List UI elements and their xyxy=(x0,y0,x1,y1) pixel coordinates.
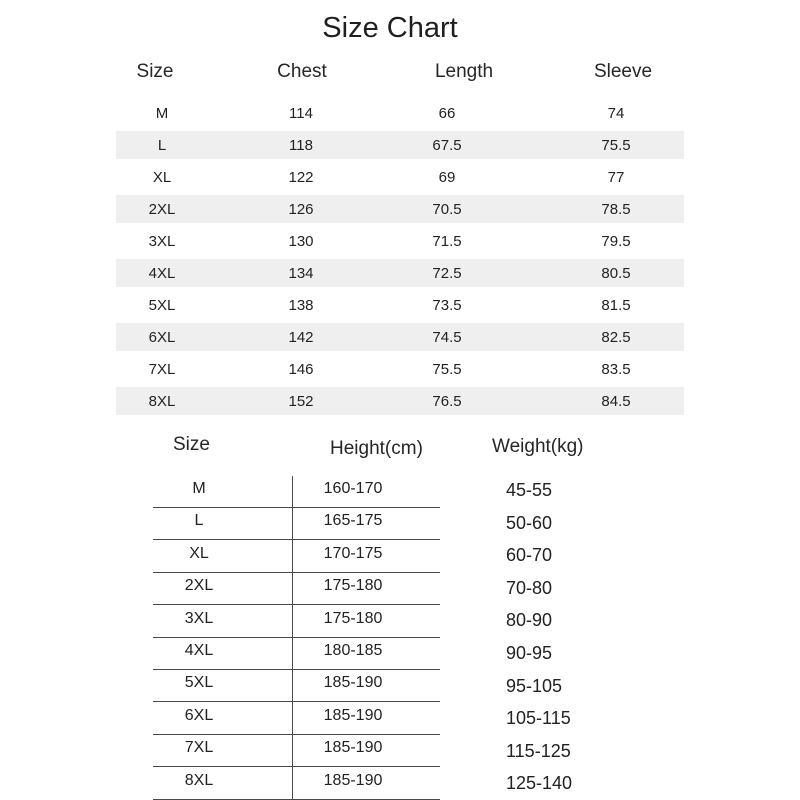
fit-cell-height: 175-180 xyxy=(323,577,383,595)
cell-sleeve: 75.5 xyxy=(601,137,631,154)
fit-cell-height: 180-185 xyxy=(323,642,383,659)
header-chest: Chest xyxy=(277,61,327,82)
measurement-row xyxy=(116,387,684,415)
fit-cell-size: 2XL xyxy=(184,577,214,595)
size-chart-title: Size Chart xyxy=(322,12,458,44)
measurement-row xyxy=(116,323,684,351)
measurement-row xyxy=(116,163,684,191)
cell-chest: 146 xyxy=(288,361,314,378)
fit-row xyxy=(153,638,440,670)
cell-chest: 134 xyxy=(288,265,314,282)
fit-cell-weight: 125-140 xyxy=(506,773,573,794)
fit-cell-size: 6XL xyxy=(184,706,214,724)
fit-cell-size: 4XL xyxy=(184,642,214,659)
cell-sleeve: 77 xyxy=(607,169,625,186)
cell-size: 5XL xyxy=(148,297,176,314)
fit-cell-weight: 70-80 xyxy=(506,577,553,598)
cell-chest: 114 xyxy=(289,105,313,122)
fit-cell-weight: 45-55 xyxy=(506,480,553,500)
header-sleeve: Sleeve xyxy=(593,61,653,82)
fit-cell-size: 5XL xyxy=(184,674,214,692)
cell-length: 66 xyxy=(438,105,456,122)
cell-size: XL xyxy=(152,169,172,186)
measurement-row xyxy=(116,131,684,159)
fit-header-height: Height(cm) xyxy=(330,438,423,459)
fit-cell-weight: 105-115 xyxy=(506,708,571,729)
measurement-row xyxy=(116,99,684,127)
header-size: Size xyxy=(136,61,174,82)
cell-size: 3XL xyxy=(148,233,176,250)
cell-size: 7XL xyxy=(148,361,176,378)
measurement-row xyxy=(116,355,684,383)
fit-cell-height: 170-175 xyxy=(323,544,383,562)
cell-sleeve: 74 xyxy=(607,105,625,122)
cell-length: 75.5 xyxy=(432,361,462,378)
fit-row xyxy=(153,476,440,508)
cell-size: L xyxy=(157,137,167,154)
cell-chest: 130 xyxy=(288,233,314,250)
cell-length: 72.5 xyxy=(432,265,462,282)
fit-cell-height: 175-180 xyxy=(323,609,383,627)
cell-chest: 118 xyxy=(289,137,313,154)
cell-sleeve: 83.5 xyxy=(601,361,631,378)
cell-length: 69 xyxy=(438,169,456,186)
fit-cell-height: 160-170 xyxy=(323,480,383,497)
cell-length: 67.5 xyxy=(432,137,462,154)
fit-cell-weight: 115-125 xyxy=(506,740,571,761)
fit-row xyxy=(153,573,440,605)
measurement-row xyxy=(116,227,684,255)
fit-row xyxy=(153,541,440,573)
fit-header-weight: Weight(kg) xyxy=(492,436,584,457)
fit-row xyxy=(153,670,440,702)
cell-sleeve: 80.5 xyxy=(601,265,631,282)
fit-cell-size: L xyxy=(194,512,204,530)
fit-row xyxy=(153,703,440,735)
fit-cell-weight: 90-95 xyxy=(506,643,553,663)
fit-row xyxy=(153,768,440,800)
fit-cell-weight: 95-105 xyxy=(506,675,563,696)
fit-cell-weight: 50-60 xyxy=(506,512,553,533)
fit-cell-size: 8XL xyxy=(184,771,214,789)
fit-cell-weight: 80-90 xyxy=(506,610,553,631)
cell-length: 76.5 xyxy=(432,393,462,410)
cell-sleeve: 81.5 xyxy=(601,297,631,314)
fit-cell-height: 165-175 xyxy=(323,512,383,530)
fit-cell-size: XL xyxy=(189,544,209,562)
cell-chest: 152 xyxy=(288,393,314,410)
fit-cell-height: 185-190 xyxy=(323,674,383,692)
cell-length: 70.5 xyxy=(432,201,462,218)
cell-chest: 122 xyxy=(288,169,314,186)
cell-length: 74.5 xyxy=(432,329,462,346)
fit-cell-size: 3XL xyxy=(184,609,214,627)
cell-size: 2XL xyxy=(148,201,176,218)
fit-row xyxy=(153,508,440,540)
cell-sleeve: 79.5 xyxy=(601,233,631,250)
cell-size: 4XL xyxy=(148,265,176,282)
cell-size: M xyxy=(155,105,169,122)
fit-row xyxy=(153,735,440,767)
cell-chest: 126 xyxy=(288,201,314,218)
fit-cell-height: 185-190 xyxy=(323,771,383,789)
measurement-row xyxy=(116,291,684,319)
cell-size: 6XL xyxy=(148,329,176,346)
cell-sleeve: 78.5 xyxy=(601,201,631,218)
fit-cell-size: M xyxy=(192,480,206,497)
measurement-row xyxy=(116,259,684,287)
fit-cell-size: 7XL xyxy=(184,739,214,757)
cell-length: 71.5 xyxy=(432,233,462,250)
fit-cell-weight: 60-70 xyxy=(506,545,553,566)
fit-cell-height: 185-190 xyxy=(323,739,383,757)
cell-sleeve: 82.5 xyxy=(601,329,631,346)
fit-row xyxy=(153,606,440,638)
cell-sleeve: 84.5 xyxy=(601,393,631,410)
cell-length: 73.5 xyxy=(432,297,462,314)
fit-header-size: Size xyxy=(173,434,210,455)
cell-chest: 138 xyxy=(288,297,314,314)
cell-chest: 142 xyxy=(288,329,314,346)
cell-size: 8XL xyxy=(148,393,176,410)
fit-cell-height: 185-190 xyxy=(323,706,383,724)
measurement-row xyxy=(116,195,684,223)
header-length: Length xyxy=(434,61,494,82)
